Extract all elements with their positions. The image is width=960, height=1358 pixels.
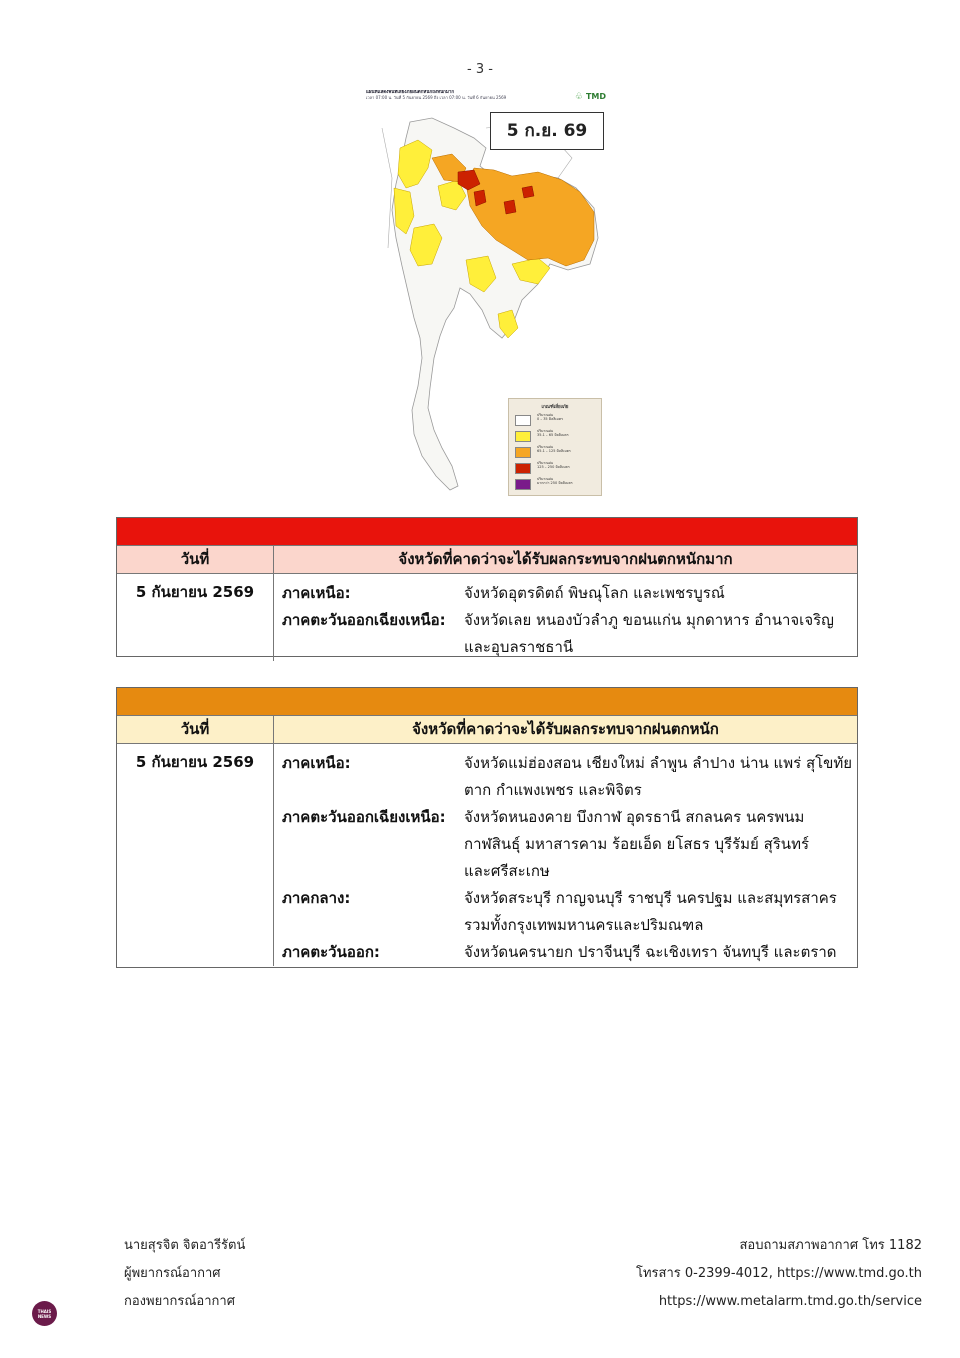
heavy-rain-table bbox=[116, 687, 858, 968]
table-header bbox=[117, 545, 857, 574]
table-row bbox=[282, 777, 857, 804]
region-name: ภาคตะวันออก: bbox=[282, 943, 380, 961]
map-subtitle: เวลา 07:00 น. วันที่ 5 กันยายน 2569 ถึง เวลา 07:00 น. วันที่ 6 กันยายน 2569 bbox=[366, 95, 507, 100]
legend-label: ปริมาณฝน มากกว่า 250 มิลลิเมตร bbox=[537, 477, 573, 485]
legend-swatch bbox=[515, 431, 531, 442]
severity-bar-red bbox=[117, 518, 857, 545]
province-list: รวมทั้งกรุงเทพมหานครและปริมณฑล bbox=[464, 916, 704, 934]
province-list: และศรีสะเกษ bbox=[464, 862, 550, 880]
date-cell: 5 กันยายน 2569 bbox=[117, 744, 274, 966]
table-row bbox=[282, 858, 857, 885]
region-list bbox=[274, 574, 857, 661]
region-name: ภาคตะวันออกเฉียงเหนือ: bbox=[282, 611, 446, 629]
legend-label: ปริมาณฝน 125 – 250 มิลลิเมตร bbox=[537, 461, 570, 469]
contact-phone: สอบถามสภาพอากาศ โทร 1182 bbox=[739, 1238, 922, 1253]
legend-item bbox=[515, 461, 599, 473]
legend-swatch bbox=[515, 447, 531, 458]
province-list: จังหวัดสระบุรี กาญจนบุรี ราชบุรี นครปฐม และสมุทรสาคร bbox=[464, 889, 837, 907]
legend-swatch bbox=[515, 463, 531, 474]
map-header bbox=[366, 90, 546, 100]
legend-item bbox=[515, 413, 599, 425]
very-heavy-rain-table bbox=[116, 517, 858, 657]
table-row bbox=[282, 885, 857, 912]
table-header bbox=[117, 715, 857, 744]
region-name: ภาคกลาง: bbox=[282, 889, 351, 907]
region-name bbox=[282, 858, 464, 885]
severity-bar-orange bbox=[117, 688, 857, 715]
table-row bbox=[282, 804, 857, 831]
province-list: จังหวัดแม่ฮ่องสอน เชียงใหม่ ลำพูน ลำปาง น่าน แพร่ สุโขทัย bbox=[464, 754, 853, 772]
legend-swatch bbox=[515, 415, 531, 426]
table-row bbox=[282, 912, 857, 939]
region-name bbox=[282, 634, 464, 661]
table-body bbox=[117, 574, 857, 661]
legend-swatch bbox=[515, 479, 531, 490]
table-row bbox=[282, 634, 857, 661]
province-list: จังหวัดนครนายก ปราจีนบุรี ฉะเชิงเทรา จันทบุรี และตราด bbox=[464, 943, 837, 961]
legend-label: ปริมาณฝน 35.1 – 65 มิลลิเมตร bbox=[537, 429, 569, 437]
map-date-label: 5 ก.ย. 69 bbox=[490, 112, 604, 150]
table-body bbox=[117, 744, 857, 966]
header-date: วันที่ bbox=[117, 546, 274, 573]
header-date: วันที่ bbox=[117, 716, 274, 743]
region-name bbox=[282, 831, 464, 858]
province-list: ตาก กำแพงเพชร และพิจิตร bbox=[464, 781, 642, 799]
region-name bbox=[282, 777, 464, 804]
table-row bbox=[282, 831, 857, 858]
page-number: - 3 - bbox=[467, 62, 493, 77]
header-provinces: จังหวัดที่คาดว่าจะได้รับผลกระทบจากฝนตกหนัก bbox=[412, 720, 719, 738]
legend-item bbox=[515, 429, 599, 441]
table-row bbox=[282, 750, 857, 777]
legend-label: ปริมาณฝน 0 – 35 มิลลิเมตร bbox=[537, 413, 564, 421]
forecaster-title: ผู้พยากรณ์อากาศ bbox=[124, 1266, 221, 1281]
region-name bbox=[282, 912, 464, 939]
legend-item bbox=[515, 477, 599, 489]
region-name: ภาคเหนือ: bbox=[282, 754, 351, 772]
forecaster-info bbox=[124, 1232, 245, 1316]
province-list: จังหวัดหนองคาย บึงกาฬ อุดรธานี สกลนคร นครพนม bbox=[464, 808, 805, 826]
legend-title: เกณฑ์เสี่ยงภัย bbox=[541, 405, 569, 410]
region-name: ภาคตะวันออกเฉียงเหนือ: bbox=[282, 808, 446, 826]
contact-service-link: https://www.metalarm.tmd.go.th/service bbox=[658, 1294, 922, 1309]
region-name: ภาคเหนือ: bbox=[282, 584, 351, 602]
table-row bbox=[282, 580, 857, 607]
province-list: จังหวัดเลย หนองบัวลำภู ขอนแก่น มุกดาหาร อำนาจเจริญ bbox=[464, 611, 834, 629]
contact-fax-website: โทรสาร 0-2399-4012, https://www.tmd.go.th bbox=[636, 1266, 922, 1281]
region-list bbox=[274, 744, 857, 966]
province-list: จังหวัดอุตรดิตถ์ พิษณุโลก และเพชรบูรณ์ bbox=[464, 584, 725, 602]
date-cell: 5 กันยายน 2569 bbox=[117, 574, 274, 661]
table-row bbox=[282, 607, 857, 634]
rain-risk-map bbox=[362, 88, 610, 498]
forecaster-division: กองพยากรณ์อากาศ bbox=[124, 1294, 235, 1309]
province-list: กาฬสินธุ์ มหาสารคาม ร้อยเอ็ด ยโสธร บุรีรัมย์ สุรินทร์ bbox=[464, 835, 810, 853]
table-row bbox=[282, 939, 857, 966]
forecaster-name: นายสุรจิต จิตอารีรัตน์ bbox=[124, 1238, 246, 1253]
map-legend bbox=[508, 398, 602, 496]
header-provinces: จังหวัดที่คาดว่าจะได้รับผลกระทบจากฝนตกหนักมาก bbox=[398, 550, 733, 568]
legend-label: ปริมาณฝน 65.1 – 125 มิลลิเมตร bbox=[537, 445, 571, 453]
thais-news-logo: THAIS NEWS bbox=[32, 1301, 57, 1326]
tmd-logo: ♧ TMD bbox=[574, 92, 606, 102]
contact-info bbox=[636, 1232, 922, 1316]
province-list: และอุบลราชธานี bbox=[464, 638, 574, 656]
tmd-leaf-icon: ♧ bbox=[574, 92, 583, 102]
map-title: แผนที่แสดงพื้นที่เสี่ยงภัยฝนตกหนักถึงหนักมาก bbox=[366, 90, 455, 95]
legend-item bbox=[515, 445, 599, 457]
